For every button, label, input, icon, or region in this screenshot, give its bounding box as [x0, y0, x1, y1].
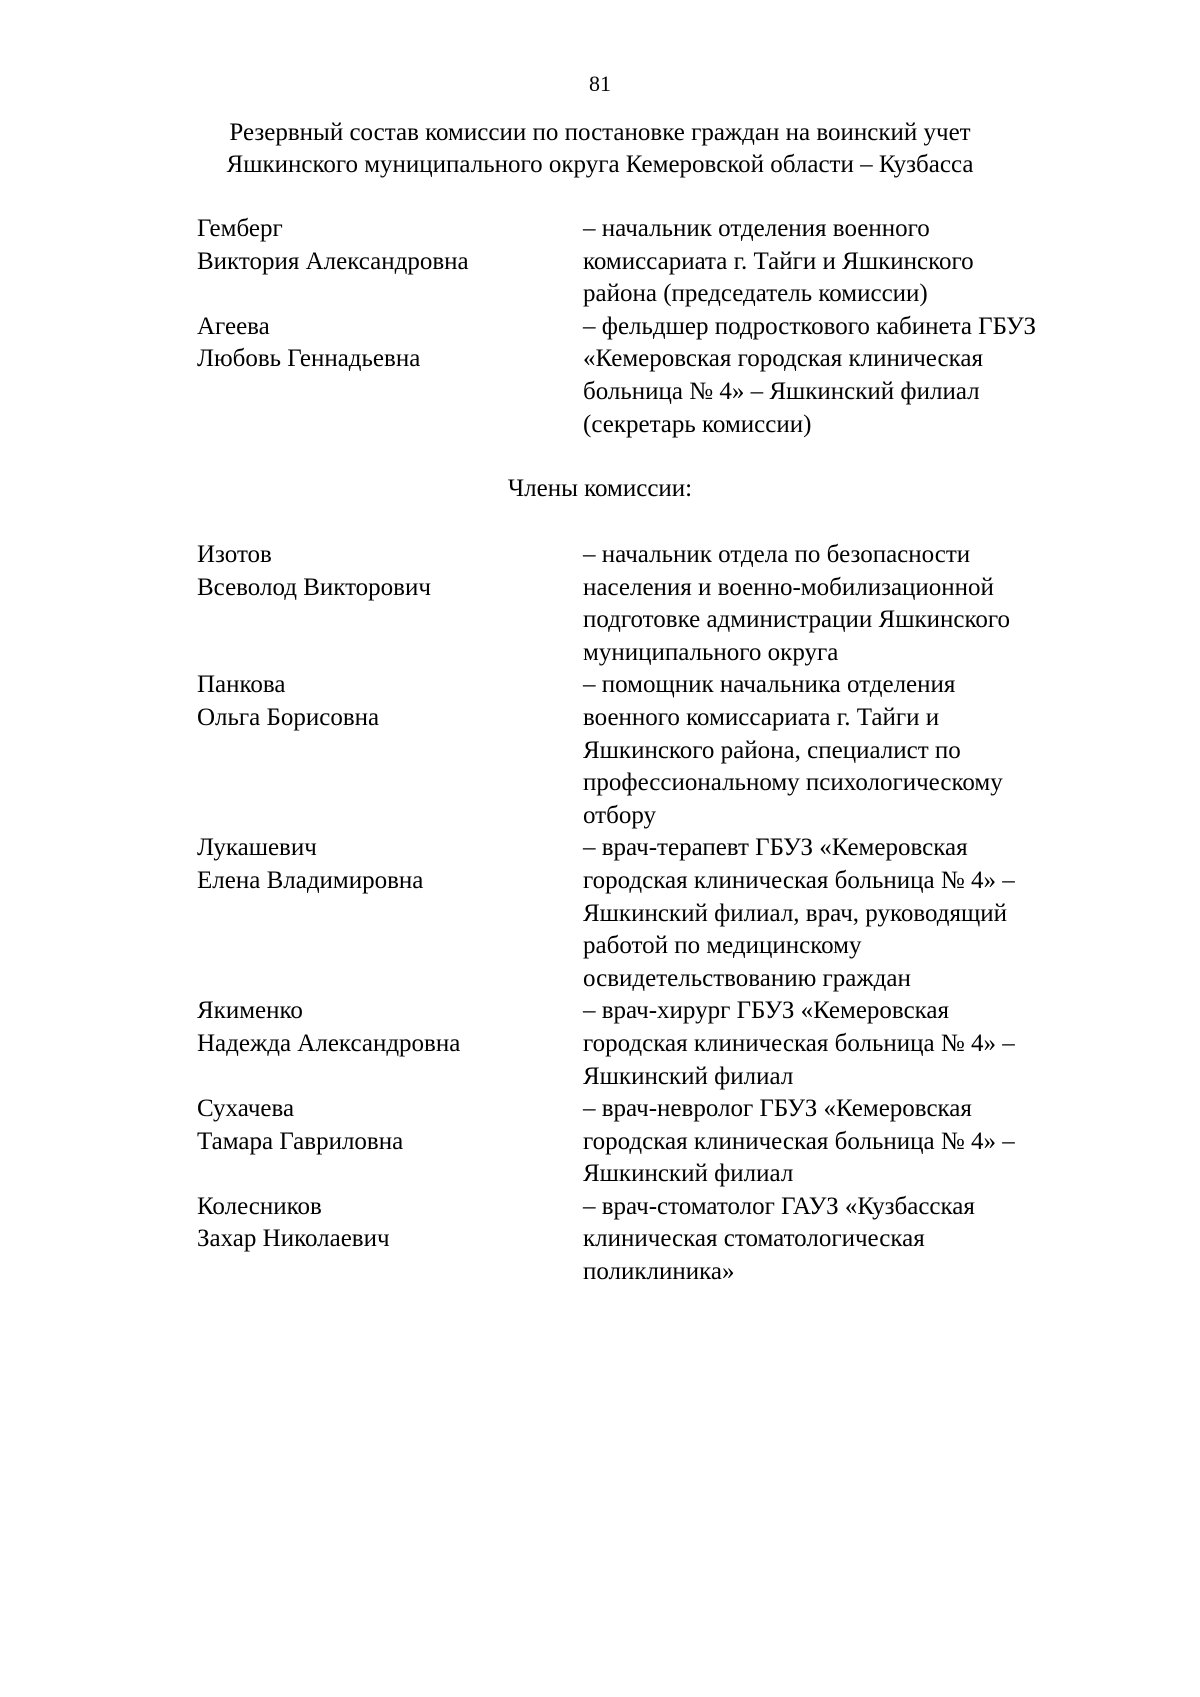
person-name — [197, 311, 583, 441]
role-line: отбору — [583, 801, 656, 829]
person-name — [197, 213, 583, 311]
surname: Лукашевич — [197, 834, 317, 862]
role-line: Яшкинский филиал, врач, руководящий — [583, 899, 1007, 927]
person-role — [583, 311, 1123, 441]
list-item — [197, 832, 1127, 995]
person-role — [583, 213, 1123, 311]
list-item — [197, 539, 1127, 669]
surname: Колесников — [197, 1192, 322, 1220]
members-list — [197, 539, 1127, 1289]
role-line: освидетельствованию граждан — [583, 964, 911, 992]
given-names: Ольга Борисовна — [197, 703, 380, 731]
role-line: (секретарь комиссии) — [583, 410, 812, 438]
role-line: населения и военно-мобилизационной — [583, 573, 994, 601]
role-line: «Кемеровская городская клиническая — [583, 345, 983, 373]
role-line: комиссариата г. Тайги и Яшкинского — [583, 247, 974, 275]
role-line: городская клиническая больница № 4» – — [583, 866, 1015, 894]
role-line: Яшкинский филиал — [583, 1160, 794, 1188]
leadership-list — [197, 213, 1127, 441]
given-names: Надежда Александровна — [197, 1029, 461, 1057]
role-line: – врач-невролог ГБУЗ «Кемеровская — [583, 1095, 972, 1123]
given-names: Всеволод Викторович — [197, 573, 431, 601]
person-name — [197, 669, 583, 832]
given-names: Любовь Геннадьевна — [197, 345, 421, 373]
person-name — [197, 832, 583, 995]
role-line: – фельдшер подросткового кабинета ГБУЗ — [583, 312, 1036, 340]
role-line: – помощник начальника отделения — [583, 671, 956, 699]
person-role — [583, 539, 1123, 669]
person-role — [583, 669, 1123, 832]
role-line: – врач-стоматолог ГАУЗ «Кузбасская — [583, 1192, 975, 1220]
title-line: Яшкинского муниципального округа Кемеровской области – Кузбасса — [226, 151, 974, 178]
role-line: поликлиника» — [583, 1258, 735, 1286]
role-line: – врач-хирург ГБУЗ «Кемеровская — [583, 997, 950, 1025]
person-name — [197, 1093, 583, 1191]
role-line: городская клиническая больница № 4» – — [583, 1127, 1015, 1155]
surname: Изотов — [197, 541, 272, 568]
surname: Агеева — [197, 312, 270, 340]
given-names: Елена Владимировна — [197, 866, 424, 894]
role-line: муниципального округа — [583, 638, 839, 666]
role-line: – начальник отдела по безопасности — [583, 541, 971, 568]
list-item — [197, 1191, 1127, 1289]
title-line: Резервный состав комиссии по постановке граждан на воинский учет — [229, 119, 971, 146]
role-line: работой по медицинскому — [583, 932, 862, 960]
role-line: района (председатель комиссии) — [583, 280, 928, 308]
person-name — [197, 1191, 583, 1289]
document-title — [150, 117, 1050, 181]
role-line: профессиональному психологическому — [583, 769, 1003, 797]
role-line: – начальник отделения военного — [583, 215, 930, 242]
given-names: Виктория Александровна — [197, 247, 469, 275]
person-role — [583, 995, 1123, 1093]
role-line: больница № 4» – Яшкинский филиал — [583, 377, 980, 405]
person-name — [197, 539, 583, 669]
members-heading: Члены комиссии: — [507, 475, 693, 502]
role-line: Яшкинского района, специалист по — [583, 736, 961, 764]
role-line: городская клиническая больница № 4» – — [583, 1029, 1015, 1057]
person-role — [583, 832, 1123, 995]
surname: Якименко — [197, 997, 303, 1025]
surname: Гемберг — [197, 215, 283, 242]
list-item — [197, 669, 1127, 832]
list-item — [197, 995, 1127, 1093]
page-number: 81 — [589, 71, 611, 96]
person-role — [583, 1093, 1123, 1191]
surname: Панкова — [197, 671, 286, 699]
role-line: Яшкинский филиал — [583, 1062, 794, 1090]
role-line: военного комиссариата г. Тайги и — [583, 703, 940, 731]
given-names: Тамара Гавриловна — [197, 1127, 404, 1155]
role-line: клиническая стоматологическая — [583, 1225, 925, 1253]
list-item — [197, 1093, 1127, 1191]
given-names: Захар Николаевич — [197, 1225, 390, 1253]
list-item — [197, 213, 1127, 311]
list-item — [197, 311, 1127, 441]
person-role — [583, 1191, 1123, 1289]
surname: Сухачева — [197, 1095, 295, 1123]
person-name — [197, 995, 583, 1093]
role-line: подготовке администрации Яшкинского — [583, 606, 1010, 634]
role-line: – врач-терапевт ГБУЗ «Кемеровская — [583, 834, 968, 862]
